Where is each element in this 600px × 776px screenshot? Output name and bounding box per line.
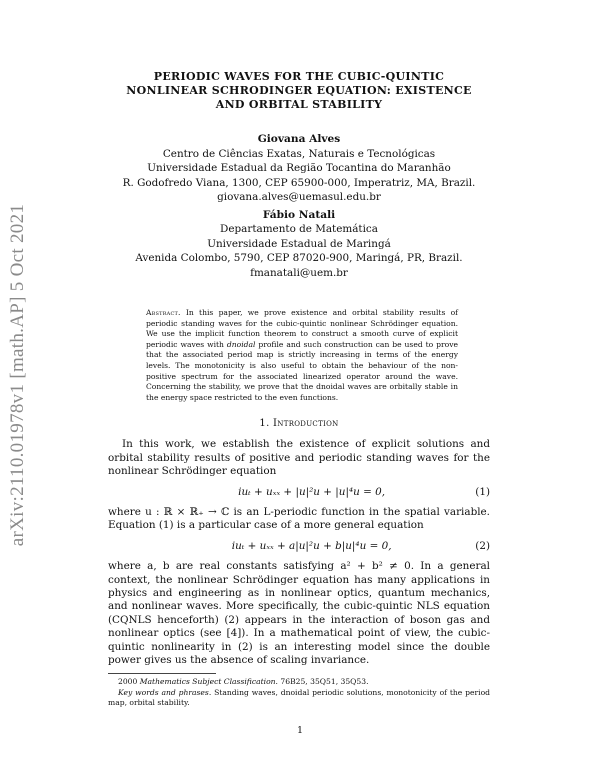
section-title: Introduction: [273, 418, 339, 430]
author-affiliation-line: Departamento de Matemática: [220, 223, 378, 235]
equation-body: iuₜ + uₓₓ + |u|²u + |u|⁴u = 0,: [238, 485, 386, 498]
footnotes: [108, 677, 490, 708]
arxiv-identifier-text: arXiv:2110.01978v1 [math.AP] 5 Oct 2021: [7, 203, 28, 547]
msc-year: 2000: [118, 677, 138, 687]
body-text: [108, 438, 490, 667]
paragraph: where a, b are real constants satisfying a² + b² ≠ 0. In a general context, the nonlinear Schrödinger equation has many applications in physics and engineering as in nonlinear optics, quantum mechanics, and nonlinear waves. More specifically, the cubic-quintic NLS equation (CQNLS henceforth) (2) appears in the interaction of boson gas and nonlinear optics (see [4]). In a mathematical point of view, the cubic-quintic nonlinearity in (2) is an interesting model since the double power gives us the absence of scaling invariance.: [108, 560, 490, 667]
equation-1: [108, 486, 490, 499]
msc-codes: 76B25, 35Q51, 35Q53.: [280, 677, 369, 687]
msc-footnote: [108, 677, 490, 687]
author-affiliation-line: Centro de Ciências Exatas, Naturais e Tecnológicas: [162, 147, 436, 160]
msc-label: Mathematics Subject Classification.: [139, 677, 278, 687]
author-email: giovana.alves@uemasul.edu.br: [217, 191, 381, 203]
author-name: Fábio Natali: [262, 208, 336, 221]
paper-page: [108, 70, 490, 709]
title-line-3: AND ORBITAL STABILITY: [215, 98, 383, 111]
author-block-2: [108, 208, 490, 281]
title-line-1: PERIODIC WAVES FOR THE CUBIC-QUINTIC: [153, 70, 445, 83]
equation-body: iuₜ + uₓₓ + a|u|²u + b|u|⁴u = 0,: [231, 539, 392, 552]
author-affiliation-line: Universidade Estadual de Maringá: [207, 237, 391, 250]
paragraph: In this work, we establish the existence of explicit solutions and orbital stability results of positive and periodic standing waves for the nonlinear Schrödinger equation: [108, 438, 490, 478]
section-number: 1.: [259, 418, 270, 430]
keywords-text: Standing waves, dnoidal periodic solutions, monotonicity of the period map, orbital stability.: [108, 687, 491, 708]
paper-title: [108, 70, 490, 112]
equation-number: (1): [475, 485, 490, 498]
author-address-line: Avenida Colombo, 5790, CEP 87020-900, Maringá, PR, Brazil.: [135, 252, 463, 264]
equation-2: [108, 540, 490, 553]
author-block-1: [108, 132, 490, 205]
paragraph: where u : ℝ × ℝ₊ → ℂ is an L-periodic function in the spatial variable. Equation (1) is a particular case of a more general equation: [108, 505, 490, 532]
title-line-2: NONLINEAR SCHRODINGER EQUATION: EXISTENCE: [126, 84, 472, 97]
equation-number: (2): [475, 539, 490, 552]
abstract-text: In this paper, we prove existence and orbital stability results of periodic standing waves for the cubic-quintic nonlinear Schrödinger equation. We use the implicit function theorem to construct a smooth curve of explicit periodic waves with: [146, 308, 458, 349]
footnote-divider: [108, 673, 216, 674]
keywords-label: Key words and phrases.: [118, 687, 212, 697]
abstract-emphasis: dnoidal: [226, 339, 256, 349]
author-name: Giovana Alves: [257, 133, 341, 145]
abstract-heading: Abstract.: [146, 308, 181, 317]
arxiv-identifier-stamp: [2, 180, 34, 570]
author-affiliation-line: Universidade Estadual da Região Tocantina do Maranhão: [147, 162, 451, 174]
author-address-line: R. Godofredo Viana, 1300, CEP 65900-000, Imperatriz, MA, Brazil.: [122, 176, 476, 189]
section-heading: [108, 418, 490, 429]
abstract-text: profile and such construction can be used to prove that the associated period map is strictly increasing in terms of the energy levels. The monotonicity is also useful to obtain the behaviour of the non-positive spectrum for the associated linearized operator around the wave. Concerning the stability, we prove that the dnoidal waves are orbitally stable in the energy space restricted to the even functions.: [146, 339, 458, 402]
abstract: [146, 308, 458, 403]
page-number: 1: [296, 725, 304, 736]
author-email: fmanatali@uem.br: [250, 266, 348, 279]
keywords-footnote: [108, 688, 490, 709]
